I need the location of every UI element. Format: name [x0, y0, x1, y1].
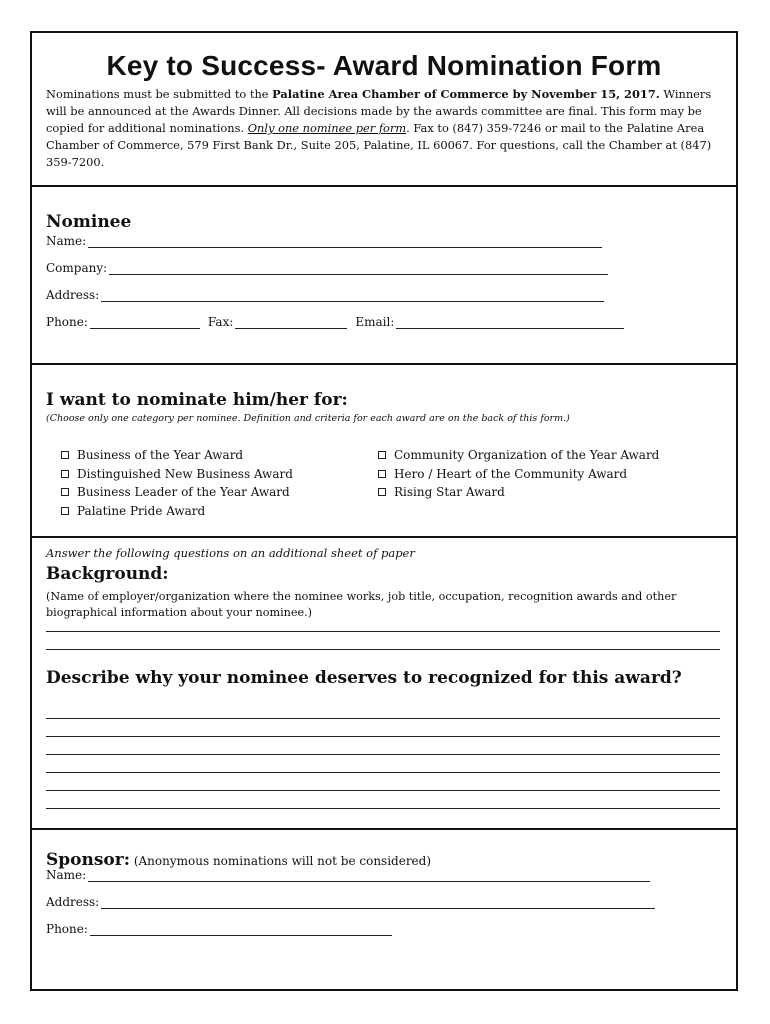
category-label: Rising Star Award	[394, 485, 505, 499]
form-header	[32, 33, 736, 185]
company-label: Company:	[46, 261, 108, 275]
category-label: Hero / Heart of the Community Award	[394, 466, 628, 481]
address-input-line[interactable]	[101, 289, 604, 302]
email-input-line[interactable]	[396, 316, 624, 329]
category-list-right	[378, 446, 659, 502]
sponsor-section	[32, 828, 736, 989]
company-input-line[interactable]	[109, 262, 608, 275]
sponsor-phone-field[interactable]	[46, 922, 392, 936]
answer-line[interactable]	[46, 631, 720, 632]
checkbox-icon[interactable]	[378, 488, 386, 496]
sponsor-label: Sponsor:	[46, 850, 131, 870]
phone-input-line[interactable]	[90, 316, 200, 329]
answer-line[interactable]	[46, 808, 720, 809]
fax-input-line[interactable]	[235, 316, 347, 329]
nominee-address-field[interactable]	[46, 288, 604, 302]
nominee-heading: Nominee	[46, 212, 132, 232]
form-title: Key to Success- Award Nomination Form	[106, 50, 662, 81]
answer-line[interactable]	[46, 772, 720, 773]
category-option[interactable]	[61, 483, 293, 502]
checkbox-icon[interactable]	[61, 507, 69, 515]
instructions-text: Winners will be announced at the Awards Dinner. All decisions made by the awards committee are final. This form may be copied for additional nominations.	[46, 87, 712, 135]
sponsor-name-field[interactable]	[46, 868, 650, 882]
deadline-text: Palatine Area Chamber of Commerce by November 15, 2017.	[272, 87, 660, 101]
form-instructions	[32, 86, 736, 171]
category-list-left	[61, 446, 293, 520]
award-category-section	[32, 363, 736, 536]
background-section	[32, 536, 736, 828]
instructions-text: Nominations must be submitted to the	[46, 87, 273, 101]
sponsor-phone-label: Phone:	[46, 922, 88, 936]
category-label: Business of the Year Award	[77, 448, 244, 462]
checkbox-icon[interactable]	[378, 451, 386, 459]
category-option[interactable]	[61, 446, 293, 465]
category-label: Community Organization of the Year Award	[394, 448, 660, 462]
category-heading: I want to nominate him/her for:	[46, 390, 348, 410]
nominee-contact-row	[46, 315, 624, 329]
nomination-form	[30, 31, 738, 991]
answer-line[interactable]	[46, 754, 720, 755]
nominee-company-field[interactable]	[46, 261, 608, 275]
sponsor-address-field[interactable]	[46, 895, 655, 909]
answer-line[interactable]	[46, 649, 720, 650]
sponsor-name-input-line[interactable]	[88, 869, 650, 882]
category-option[interactable]	[61, 502, 293, 521]
sponsor-name-label: Name:	[46, 868, 87, 882]
answer-line[interactable]	[46, 736, 720, 737]
sponsor-address-label: Address:	[46, 895, 100, 909]
fax-label: Fax:	[207, 315, 234, 329]
category-label: Distinguished New Business Award	[77, 466, 293, 481]
sponsor-phone-input-line[interactable]	[90, 923, 392, 936]
contact-text: . Fax to (847) 359-7246 or mail to the Palatine Area Chamber of Commerce, 579 First Bank Dr., Suite 205, Palatine, IL 60067. For questions, call the Chamber at (847) 359-7200.	[46, 121, 712, 169]
category-label: Business Leader of the Year Award	[77, 485, 290, 499]
category-option[interactable]	[61, 465, 293, 484]
category-option[interactable]	[378, 483, 659, 502]
name-input-line[interactable]	[88, 235, 602, 248]
description-question: Describe why your nominee deserves to recognized for this award?	[46, 668, 682, 688]
category-label: Palatine Pride Award	[77, 503, 206, 518]
answer-line[interactable]	[46, 718, 720, 719]
one-nominee-note: Only one nominee per form	[247, 121, 407, 135]
additional-sheet-note: Answer the following questions on an additional sheet of paper	[46, 546, 415, 560]
phone-label: Phone:	[46, 315, 88, 329]
answer-line[interactable]	[46, 790, 720, 791]
address-label: Address:	[46, 288, 100, 302]
sponsor-subtext: (Anonymous nominations will not be considered)	[130, 854, 432, 868]
category-hint: (Choose only one category per nominee. Definition and criteria for each award are on the back of this form.)	[46, 413, 570, 424]
category-option[interactable]	[378, 446, 659, 465]
background-heading: Background:	[46, 564, 169, 584]
checkbox-icon[interactable]	[61, 451, 69, 459]
nominee-section	[32, 185, 736, 363]
sponsor-heading	[46, 850, 431, 870]
email-label: Email:	[355, 315, 395, 329]
nominee-name-field[interactable]	[46, 234, 602, 248]
category-option[interactable]	[378, 465, 659, 484]
checkbox-icon[interactable]	[378, 470, 386, 478]
sponsor-address-input-line[interactable]	[101, 896, 655, 909]
name-label: Name:	[46, 234, 87, 248]
background-description: (Name of employer/organization where the nominee works, job title, occupation, recognition awards and other biographical information about your nominee.)	[46, 590, 677, 619]
checkbox-icon[interactable]	[61, 470, 69, 478]
checkbox-icon[interactable]	[61, 488, 69, 496]
